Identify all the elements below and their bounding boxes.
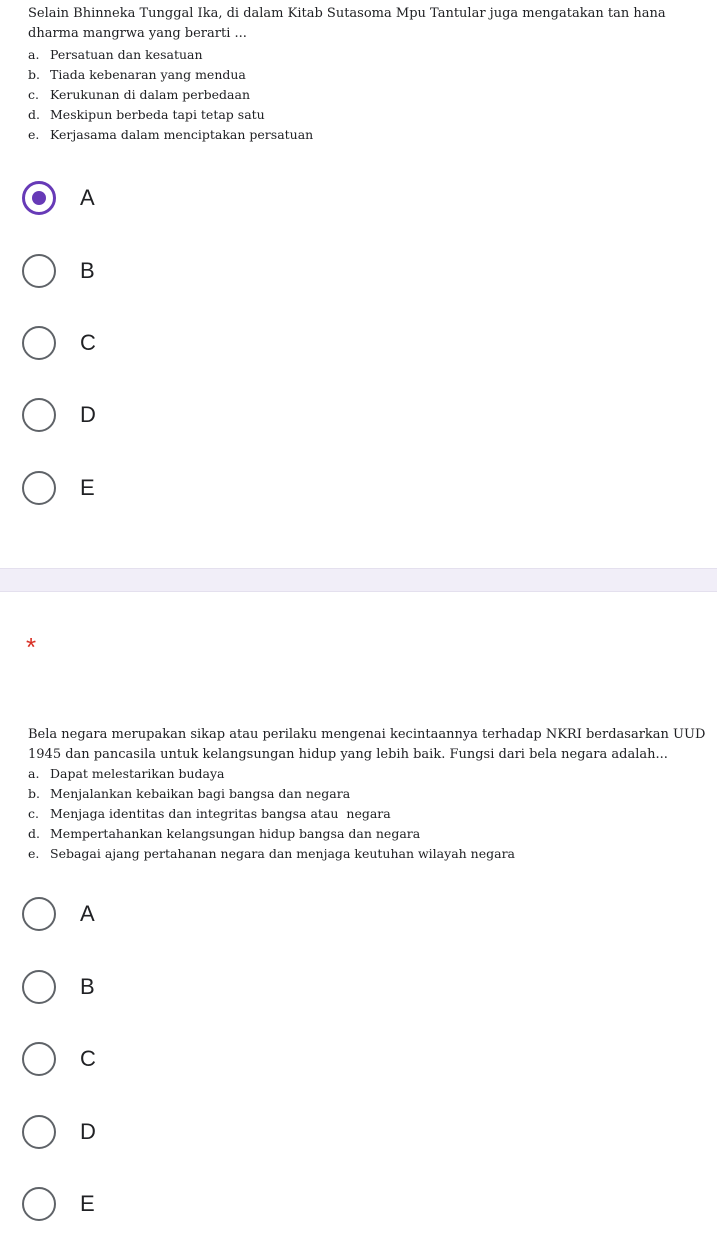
option-label: B bbox=[80, 258, 95, 283]
radio-button-checked[interactable] bbox=[22, 181, 56, 215]
option-label: B bbox=[80, 974, 95, 999]
question-2-choice-a bbox=[28, 764, 708, 784]
required-asterisk: * bbox=[26, 632, 37, 662]
choice-letter: c. bbox=[28, 87, 39, 102]
question-2-choice-d bbox=[28, 824, 708, 844]
choice-letter: b. bbox=[28, 67, 40, 82]
option-label: C bbox=[80, 330, 96, 355]
choice-letter: a. bbox=[28, 766, 40, 781]
choice-letter: d. bbox=[28, 107, 40, 122]
choice-text: Menjaga identitas dan integritas bangsa atau negara bbox=[50, 806, 391, 821]
option-label: C bbox=[80, 1046, 96, 1071]
option-label: E bbox=[80, 475, 95, 500]
question-1-text: Selain Bhinneka Tunggal Ika, di dalam Kitab Sutasoma Mpu Tantular juga mengatakan tan hana dharma mangrwa yang berarti ... bbox=[28, 6, 666, 41]
choice-text: Kerjasama dalam menciptakan persatuan bbox=[50, 127, 314, 142]
choice-letter: d. bbox=[28, 826, 40, 841]
choice-text: Dapat melestarikan budaya bbox=[50, 766, 225, 781]
choice-text: Mempertahankan kelangsungan hidup bangsa dan negara bbox=[50, 826, 421, 841]
choice-text: Kerukunan di dalam perbedaan bbox=[50, 87, 251, 102]
option-label: D bbox=[80, 1119, 96, 1144]
q1-option-c[interactable] bbox=[22, 323, 322, 363]
choice-letter: e. bbox=[28, 127, 40, 142]
choice-text: Tiada kebenaran yang mendua bbox=[50, 67, 246, 82]
q2-option-b[interactable] bbox=[22, 967, 322, 1007]
question-separator bbox=[0, 568, 717, 592]
option-label: A bbox=[80, 185, 95, 210]
q2-option-e[interactable] bbox=[22, 1184, 322, 1224]
question-2-choice-c bbox=[28, 804, 708, 824]
choice-letter: b. bbox=[28, 786, 40, 801]
option-label: E bbox=[80, 1191, 95, 1216]
radio-button[interactable] bbox=[22, 398, 56, 432]
choice-text: Sebagai ajang pertahanan negara dan menjaga keutuhan wilayah negara bbox=[50, 846, 516, 861]
choice-text: Menjalankan kebaikan bagi bangsa dan negara bbox=[50, 786, 351, 801]
radio-button[interactable] bbox=[22, 970, 56, 1004]
question-2-choice-b bbox=[28, 784, 708, 804]
q1-option-a[interactable] bbox=[22, 178, 322, 218]
q1-option-b[interactable] bbox=[22, 251, 322, 291]
radio-button[interactable] bbox=[22, 326, 56, 360]
question-1-choice-c bbox=[28, 85, 708, 105]
question-1-choice-b bbox=[28, 65, 708, 85]
radio-button[interactable] bbox=[22, 1042, 56, 1076]
radio-button[interactable] bbox=[22, 1187, 56, 1221]
radio-button[interactable] bbox=[22, 254, 56, 288]
question-1-choice-a bbox=[28, 45, 708, 65]
q2-option-d[interactable] bbox=[22, 1112, 322, 1152]
choice-text: Meskipun berbeda tapi tetap satu bbox=[50, 107, 265, 122]
choice-letter: a. bbox=[28, 47, 40, 62]
question-card-2 bbox=[0, 592, 717, 1237]
choice-letter: c. bbox=[28, 806, 39, 821]
radio-button[interactable] bbox=[22, 1115, 56, 1149]
choice-letter: e. bbox=[28, 846, 40, 861]
q2-option-c[interactable] bbox=[22, 1039, 322, 1079]
question-1-choice-d bbox=[28, 105, 708, 125]
q2-option-a[interactable] bbox=[22, 894, 322, 934]
radio-button[interactable] bbox=[22, 897, 56, 931]
q1-option-e[interactable] bbox=[22, 468, 322, 508]
option-label: A bbox=[80, 901, 95, 926]
question-1-choice-e bbox=[28, 125, 708, 145]
question-card-1 bbox=[0, 0, 717, 568]
option-label: D bbox=[80, 402, 96, 427]
radio-button[interactable] bbox=[22, 471, 56, 505]
q1-option-d[interactable] bbox=[22, 395, 322, 435]
question-2-choice-e bbox=[28, 844, 708, 864]
choice-text: Persatuan dan kesatuan bbox=[50, 47, 203, 62]
question-2-text: Bela negara merupakan sikap atau perilaku mengenai kecintaannya terhadap NKRI berdasarkan UUD 1945 dan pancasila untuk kelangsungan hidup yang lebih baik. Fungsi dari bela negara adalah... bbox=[28, 727, 706, 762]
